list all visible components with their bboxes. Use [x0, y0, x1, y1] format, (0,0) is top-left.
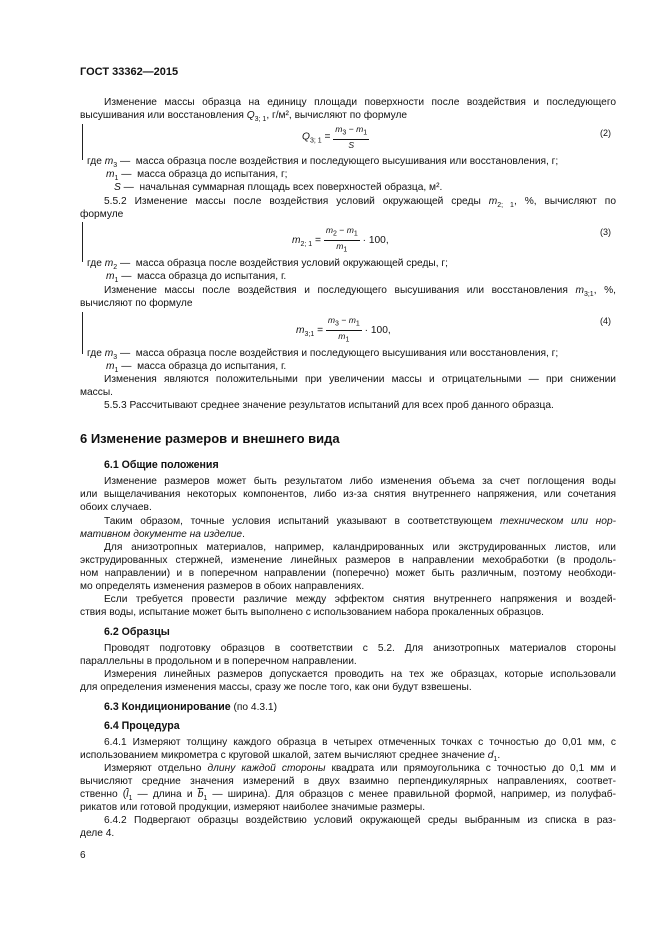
intro-line-1: Изменение массы образца на единицу площади поверхности после воздействия и последующего — [104, 97, 616, 108]
paragraph: вычисляют по формуле — [80, 298, 193, 309]
where-row: $m_1$ — масса образца до испытания, г; — [106, 169, 288, 183]
paragraph: рикатов или готовой продукции, измеряют наиболее значимые размеры. — [80, 802, 426, 813]
formula-4: $m_{3;1}$ = $\frac{m_3 - m_1}{m_1}$ · 100, — [296, 315, 391, 344]
paragraph: Проводят подготовку образцов в соответствии с 5.2. Для анизотропных материалов стороны — [104, 643, 616, 654]
equation-number-4: (4) — [600, 316, 611, 326]
formula-3: $m_{2; 1}$ = $\frac{m_2 - m_1}{m_1}$ · 100, — [292, 225, 389, 254]
paragraph: Если требуется провести различие между эффектом снятия внутреннего напряжения и воздей- — [104, 594, 616, 605]
formula-2: $Q_{3; 1}$ = $\frac{m_3 - m_1}{S}$ — [302, 124, 368, 150]
left-margin-bar — [82, 222, 83, 262]
paragraph: ном направлении) и в поперечном направлении (поперечно) может быть различным, поэтому необходи- — [80, 568, 616, 579]
paragraph: экструдированных стержней, изменение линейных размеров в направлении мехобработки (в продоль- — [80, 555, 616, 566]
equation-number-3: (3) — [600, 227, 611, 237]
clause-6-4-1: 6.4.1 Измеряют толщину каждого образца в четырех отмеченных точках с точностью до 0,01 мм, с — [104, 737, 616, 748]
left-margin-bar — [82, 312, 83, 354]
page-number: 6 — [80, 850, 86, 861]
clause-6-4-1-cont: использованием микрометра с круговой шкалой, затем вычисляют среднее значение $d_1$. — [80, 750, 501, 764]
paragraph: Таким образом, точные условия испытаний указывают в соответствующем техническом или нор- — [104, 516, 617, 527]
where-row: S — начальная суммарная площадь всех поверхностей образца, м². — [114, 182, 443, 193]
paragraph: Для анизотропных материалов, например, каландрированных или экструдированных листов, или — [104, 542, 616, 553]
intro-line-2: высушивания или восстановления $Q_{3; 1}$, г/м², вычисляют по формуле — [80, 110, 408, 124]
left-margin-bar — [82, 124, 83, 160]
paragraph: мативном документе на изделие. — [80, 529, 245, 540]
document-header: ГОСТ 33362—2015 — [80, 66, 179, 78]
paragraph: Измерения линейных размеров допускается проводить на тех же образцах, которые использовали — [104, 669, 616, 680]
clause-5-5-2-cont: формуле — [80, 209, 124, 220]
paragraph: массы. — [80, 387, 114, 398]
section-6-1-heading: 6.1 Общие положения — [104, 459, 219, 471]
section-6-2-heading: 6.2 Образцы — [104, 626, 170, 638]
section-6-4-heading: 6.4 Процедура — [104, 720, 180, 732]
where-row: где $m_2$ — масса образца после воздействия условий окружающей среды, г; — [87, 258, 448, 272]
where-row: где $m_3$ — масса образца после воздействия и последующего высушивания или восстановления, г; — [87, 348, 559, 362]
where-row: где $m_3$ — масса образца после воздействия и последующего высушивания или восстановления, г; — [87, 156, 559, 170]
paragraph: Измеряют отдельно длину каждой стороны квадрата или прямоугольника с точностью до 0,1 мм и — [104, 763, 617, 774]
section-6-3-heading: 6.3 Кондиционирование (по 4.3.1) — [104, 701, 277, 713]
where-row: $m_1$ — масса образца до испытания, г. — [106, 271, 287, 285]
clause-6-4-2-cont: деле 4. — [80, 828, 115, 839]
paragraph: параллельны в продольном и в поперечном направлении. — [80, 656, 357, 667]
paragraph: для определения изменения массы, сразу же после того, как они будут взвешены. — [80, 682, 472, 693]
section-6-heading: 6 Изменение размеров и внешнего вида — [80, 431, 340, 446]
paragraph: мо определять изменения размеров в обоих направлениях. — [80, 581, 365, 592]
paragraph: Изменение размеров может быть результатом либо изменения объема за счет поглощения воды — [104, 476, 616, 487]
paragraph: вычисляют средние значения измерений в двух взаимно перпендикулярных направлениях, соответ- — [80, 776, 616, 787]
clause-5-5-2: 5.5.2 Изменение массы после воздействия условий окружающей среды $m_{2; 1}$, %, вычисляют по — [104, 196, 616, 210]
paragraph: ственно ($\overline{l}_1$ — длина и $\overline{b}_1$ — ширина). Для образцов с менее правильной формой, например, из полуфаб- — [80, 789, 617, 803]
paragraph: Изменение массы после воздействия и последующего высушивания или восстановления $m_{3;1}$, %, — [104, 285, 616, 299]
equation-number-2: (2) — [600, 128, 611, 138]
clause-6-4-2: 6.4.2 Подвергают образцы воздействию условий окружающей среды выбранным из списка в раз- — [104, 815, 616, 826]
paragraph: ствия воды, испытание может быть выполнено с использованием набора прокаленных образцов. — [80, 607, 544, 618]
paragraph: обоих случаев. — [80, 502, 152, 513]
paragraph: Изменения являются положительными при увеличении массы и отрицательными — при снижении — [104, 374, 616, 385]
where-row: $m_1$ — масса образца до испытания, г. — [106, 361, 287, 375]
clause-5-5-3: 5.5.3 Рассчитывают среднее значение результатов испытаний для всех проб данного образца. — [104, 400, 554, 411]
paragraph: или выщелачивания некоторых компонентов, либо из-за снятия внутреннего напряжения, или сочетания — [80, 489, 616, 500]
